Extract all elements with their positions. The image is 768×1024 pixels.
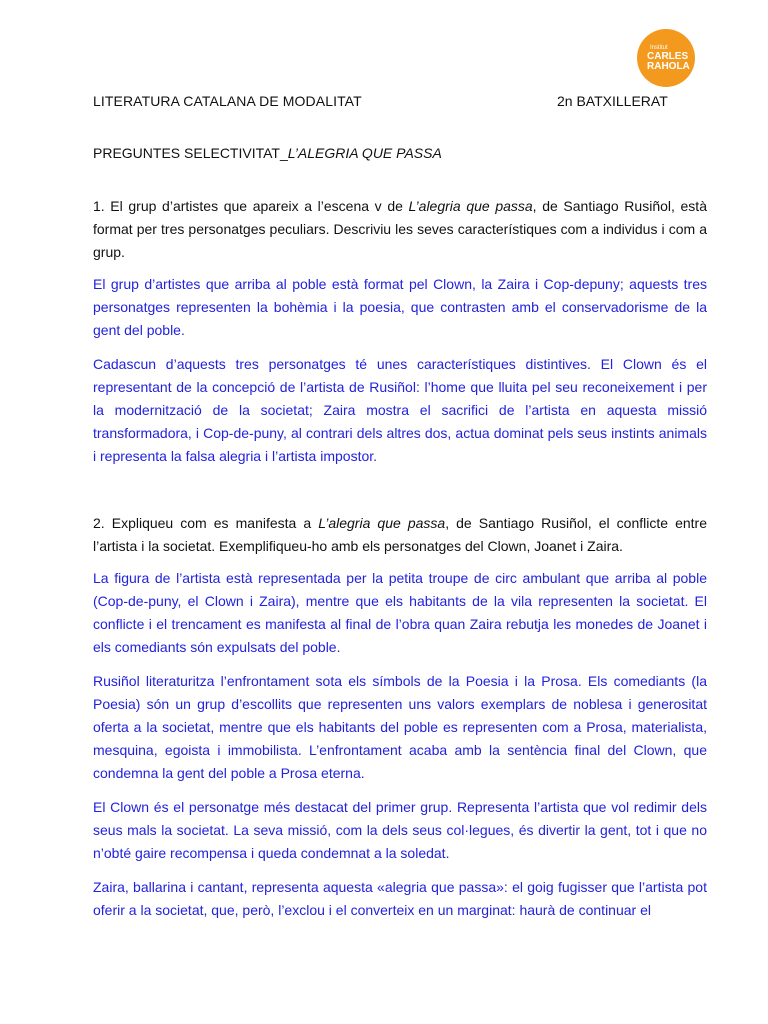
question-1-pre: 1. El grup d’artistes que apareix a l’escena v de xyxy=(93,198,409,214)
subtitle-prefix: PREGUNTES SELECTIVITAT_ xyxy=(93,145,288,161)
course-title: LITERATURA CATALANA DE MODALITAT xyxy=(93,93,362,109)
question-2-pre: 2. Expliqueu com es manifesta a xyxy=(93,515,319,531)
logo-line3: RAHOLA xyxy=(647,61,690,72)
answer-1-paragraph-2: Cadascun d’aquests tres personatges té unes característiques distintives. El Clown és el representant de la concepció de l’artista de Rusiñol: l’home que lluita pel seu reconeixement i per la modernització de la societat; Zaira mostra el sacrifici de l’artista en aquesta missió transformadora, i Cop-de-puny, al contrari dels altres dos, actua dominat pels seus instints animals i representa la falsa alegria i l’artista impostor. xyxy=(93,356,707,464)
question-2-work-title: L’alegria que passa xyxy=(318,515,446,531)
answer-2-paragraph-4: Zaira, ballarina i cantant, representa aquesta «alegria que passa»: el goig fugisser que l’artista pot oferir a la societat, que, però, l’exclou i el converteix en un marginat: haurà de continuar el xyxy=(93,879,707,918)
answer-2-paragraph-1: La figura de l’artista està representada per la petita troupe de circ ambulant que arriba al poble (Cop-de-puny, el Clown i Zaira), mentre que els habitants de la vila representen la societat. El conflicte i el trencament es manifesta al final de l’obra quan Zaira rebutja les monedes de Joanet i els comediants són expulsats del poble. xyxy=(93,570,707,655)
school-logo xyxy=(636,28,696,88)
question-2-post: , de Santiago Rusiñol, el conflicte entre l’artista i la societat. Exemplifiqueu-ho amb els personatges del Clown, Joanet i Zaira. xyxy=(93,515,707,554)
logo-line2: CARLES xyxy=(647,51,689,62)
course-level: 2n BATXILLERAT xyxy=(557,93,668,109)
question-1-post: , de Santiago Rusiñol, està format per tres personatges peculiars. Descriviu les seves característiques com a individus i com a grup. xyxy=(93,198,707,260)
question-1-work-title: L’alegria que passa xyxy=(408,198,533,214)
answer-2-paragraph-3: El Clown és el personatge més destacat del primer grup. Representa l’artista que vol redimir dels seus mals la societat. La seva missió, com la dels seus col·legues, és divertir la gent, tot i que no n’obté gaire recompensa i queda condemnat a la soledat. xyxy=(93,799,707,861)
answer-1-paragraph-1: El grup d’artistes que arriba al poble està format pel Clown, la Zaira i Cop-depuny; aquests tres personatges representen la bohèmia i la poesia, que contrasten amb el conservadorisme de la gent del poble. xyxy=(93,276,707,338)
logo-line1: Institut xyxy=(650,45,668,51)
question-1 xyxy=(93,195,707,264)
question-2 xyxy=(93,512,707,558)
document-subtitle xyxy=(93,145,442,161)
subtitle-work-title: L’ALEGRIA QUE PASSA xyxy=(287,145,442,161)
answer-2-paragraph-2: Rusiñol literaturitza l’enfrontament sota els símbols de la Poesia i la Prosa. Els comediants (la Poesia) són un grup d’escollits que representen uns valors exemplars de noblesa i generositat oferta a la societat, mentre que els habitants del poble es representen com a Prosa, materialista, mesquina, egoista i immobilista. L’enfrontament acaba amb la sentència final del Clown, que condemna la gent del poble a Prosa eterna. xyxy=(93,673,707,781)
